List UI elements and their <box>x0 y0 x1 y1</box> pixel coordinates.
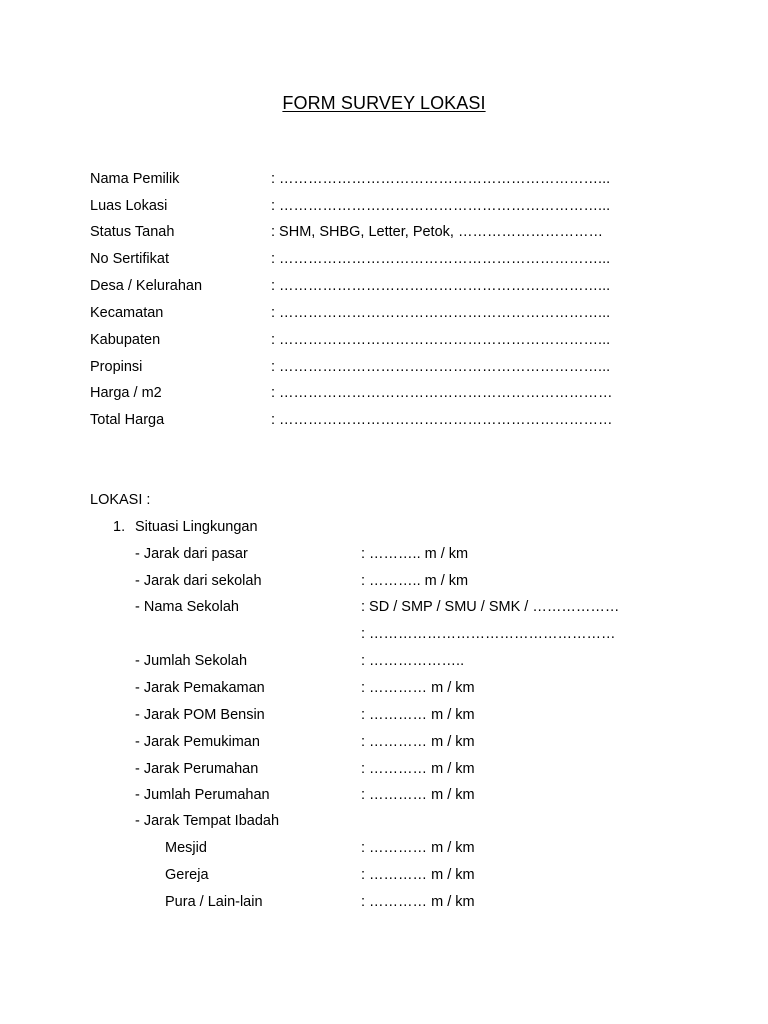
field-label: Status Tanah <box>90 224 175 240</box>
lokasi-row-value: : ………… m / km <box>361 680 475 696</box>
lokasi-row-value: : …………………………………………… <box>361 626 616 642</box>
lokasi-row-value: : SD / SMP / SMU / SMK / ……………… <box>361 599 620 615</box>
lokasi-row-label: - Jarak Tempat Ibadah <box>135 813 280 829</box>
lokasi-row <box>135 544 655 564</box>
field-label: Kabupaten <box>90 332 161 348</box>
lokasi-row-value: : ……….. m / km <box>361 546 469 562</box>
lokasi-row <box>135 651 655 671</box>
field-row-no-sertifikat <box>90 249 650 269</box>
field-label: Total Harga <box>90 412 165 428</box>
field-value: : …………………………………………………………… <box>271 412 613 428</box>
lokasi-row-value: : ……….. m / km <box>361 573 469 589</box>
lokasi-row-label: - Jarak Pemukiman <box>135 734 260 750</box>
field-row-kecamatan <box>90 303 650 323</box>
field-row-total-harga <box>90 410 650 430</box>
lokasi-row <box>135 678 655 698</box>
lokasi-row-label: - Jumlah Sekolah <box>135 653 248 669</box>
ibadah-label: Gereja <box>165 867 209 883</box>
field-row-desa-kelurahan <box>90 276 650 296</box>
ibadah-row-mesjid <box>165 838 655 858</box>
lokasi-row-value: : ………… m / km <box>361 707 475 723</box>
ibadah-label: Pura / Lain-lain <box>165 894 263 910</box>
field-label: No Sertifikat <box>90 251 169 267</box>
lokasi-row <box>135 759 655 779</box>
lokasi-row <box>135 624 655 644</box>
lokasi-heading: LOKASI : <box>90 492 151 508</box>
field-label: Luas Lokasi <box>90 198 168 214</box>
field-value: : …………………………………………………………... <box>271 198 611 214</box>
field-row-status-tanah <box>90 222 650 242</box>
lokasi-row-label: - Jarak dari pasar <box>135 546 248 562</box>
field-value: : …………………………………………………………... <box>271 332 611 348</box>
field-row-harga-m2 <box>90 383 650 403</box>
lokasi-row <box>135 785 655 805</box>
lokasi-row-value: : ………… m / km <box>361 787 475 803</box>
ibadah-value: : ………… m / km <box>361 840 475 856</box>
lokasi-row-label: - Nama Sekolah <box>135 599 239 615</box>
field-value: : …………………………………………………………... <box>271 359 611 375</box>
field-label: Propinsi <box>90 359 143 375</box>
field-row-kabupaten <box>90 330 650 350</box>
lokasi-row <box>135 811 655 831</box>
field-row-luas-lokasi <box>90 196 650 216</box>
lokasi-row-label: - Jarak Pemakaman <box>135 680 265 696</box>
lokasi-row-label: - Jarak dari sekolah <box>135 573 262 589</box>
lokasi-row-value: : ………… m / km <box>361 734 475 750</box>
lokasi-row-value: : ………… m / km <box>361 761 475 777</box>
lokasi-row-value: : ……………….. <box>361 653 465 669</box>
field-label: Harga / m2 <box>90 385 162 401</box>
field-value: : …………………………………………………………… <box>271 385 613 401</box>
lokasi-row-label: - Jumlah Perumahan <box>135 787 270 803</box>
field-value: : …………………………………………………………... <box>271 251 611 267</box>
ibadah-value: : ………… m / km <box>361 867 475 883</box>
field-label: Nama Pemilik <box>90 171 180 187</box>
field-value: : …………………………………………………………... <box>271 305 611 321</box>
ibadah-value: : ………… m / km <box>361 894 475 910</box>
form-title: FORM SURVEY LOKASI <box>282 93 486 113</box>
field-value: : …………………………………………………………... <box>271 278 611 294</box>
item-title: Situasi Lingkungan <box>135 519 258 535</box>
field-value: : …………………………………………………………... <box>271 171 611 187</box>
field-label: Kecamatan <box>90 305 164 321</box>
field-value: : SHM, SHBG, Letter, Petok, ………………………… <box>271 224 603 240</box>
lokasi-row <box>135 597 655 617</box>
field-row-nama-pemilik <box>90 169 650 189</box>
item-number: 1. <box>113 519 126 535</box>
lokasi-row <box>135 705 655 725</box>
field-label: Desa / Kelurahan <box>90 278 203 294</box>
lokasi-row <box>135 732 655 752</box>
lokasi-item-1 <box>113 517 413 537</box>
lokasi-row-label: - Jarak POM Bensin <box>135 707 265 723</box>
field-row-propinsi <box>90 357 650 377</box>
ibadah-row-pura <box>165 892 655 912</box>
ibadah-row-gereja <box>165 865 655 885</box>
lokasi-row-label: - Jarak Perumahan <box>135 761 259 777</box>
ibadah-label: Mesjid <box>165 840 207 856</box>
lokasi-row <box>135 571 655 591</box>
